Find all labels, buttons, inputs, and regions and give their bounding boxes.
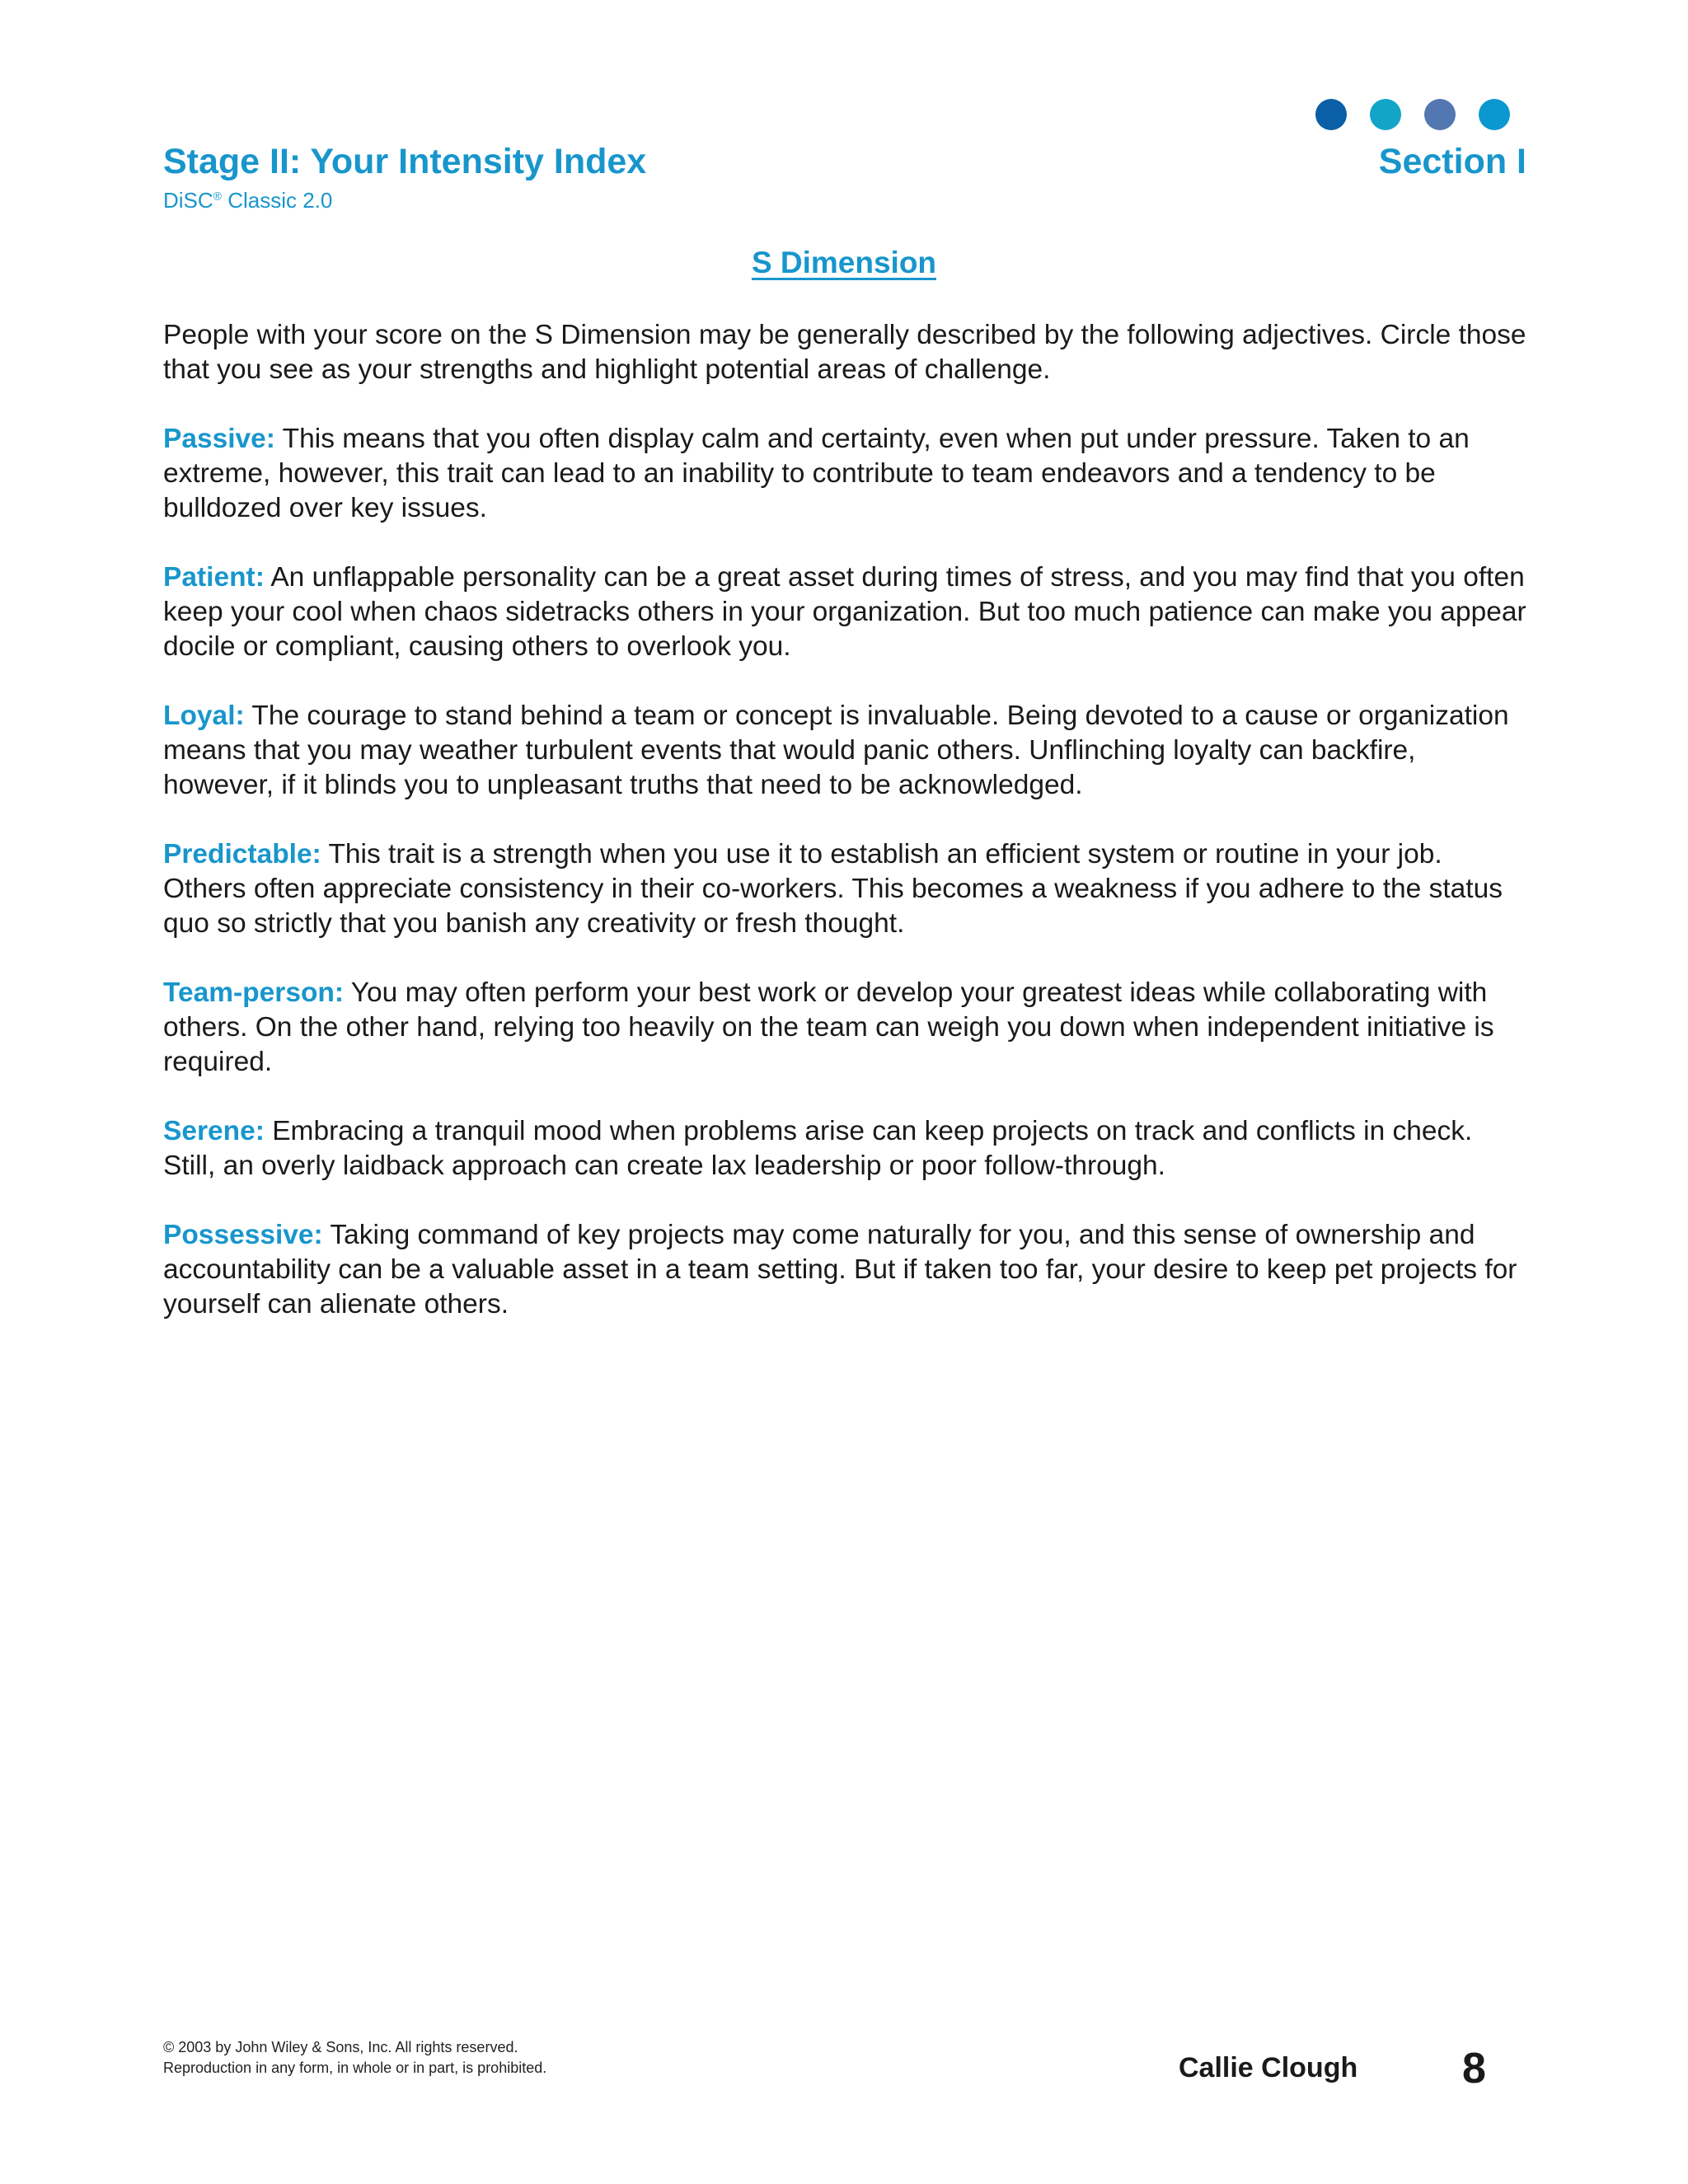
entry-term: Team-person: (163, 977, 345, 1008)
dimension-heading: S Dimension (751, 246, 937, 279)
entry-term: Patient: (163, 562, 265, 593)
copyright-line-2: Reproduction in any form, in whole or in part, is prohibited. (163, 2060, 547, 2076)
entry-text: The courage to stand behind a team or concept is invaluable. Being devoted to a cause or organization means that you may weather turbulent events that would panic others. Unflinching loyalty can backfire, however, if it blinds you to unpleasant truths that need to be acknowledged. (163, 701, 1509, 800)
decorative-dots (1315, 99, 1510, 130)
dot-2 (1370, 99, 1401, 130)
entry-text: Embracing a tranquil mood when problems arise can keep projects on track and conflicts in check. Still, an overly laidback approach can create lax leadership or poor follow-through. (163, 1116, 1473, 1181)
entry-term: Loyal: (163, 701, 245, 731)
entry-text: This means that you often display calm and certainty, even when put under pressure. Taken to an extreme, however, this trait can lead to an inability to contribute to team endeavors and a tendency to be bulldozed over key issues. (163, 424, 1470, 523)
dot-4 (1479, 99, 1510, 130)
entry-text: Taking command of key projects may come naturally for you, and this sense of ownership and accountability can be a valuable asset in a team setting. But if taken too far, your desire to keep pet projects for yourself can alienate others. (163, 1220, 1517, 1319)
entry-serene (163, 1114, 1531, 1183)
entry-passive (163, 422, 1531, 526)
page-title: Stage II: Your Intensity Index (163, 142, 647, 181)
entry-team-person (163, 976, 1531, 1080)
section-label: Section I (1378, 142, 1526, 181)
page-subtitle (163, 188, 332, 213)
entry-text: An unflappable personality can be a great asset during times of stress, and you may find that you often keep your cool when chaos sidetracks others in your organization. But too much patience can make you appear docile or compliant, causing others to overlook you. (163, 562, 1526, 662)
entry-loyal (163, 699, 1531, 803)
registered-mark: ® (213, 189, 222, 203)
entry-possessive (163, 1218, 1531, 1322)
respondent-name: Callie Clough (1179, 2052, 1358, 2083)
page-number: 8 (1462, 2045, 1486, 2093)
dot-1 (1315, 99, 1347, 130)
entry-term: Serene: (163, 1116, 265, 1146)
copyright-line-1: © 2003 by John Wiley & Sons, Inc. All rights reserved. (163, 2039, 518, 2055)
entry-term: Passive: (163, 424, 275, 454)
entry-patient (163, 560, 1531, 664)
copyright-notice (163, 2037, 546, 2079)
intro-paragraph: People with your score on the S Dimension may be generally described by the following adjectives. Circle those that you see as your strengths and highlight potential areas of challenge. (163, 320, 1526, 385)
subtitle-version: Classic 2.0 (222, 188, 333, 213)
entry-term: Predictable: (163, 839, 321, 869)
body-content (163, 318, 1531, 1357)
entry-predictable (163, 837, 1531, 941)
entry-text: This trait is a strength when you use it to establish an efficient system or routine in your job. Others often appreciate consistency in their co-workers. This becomes a weakness if you adhere to the status quo so strictly that you banish any creativity or fresh thought. (163, 839, 1503, 939)
subtitle-brand: DiSC (163, 188, 213, 213)
dot-3 (1424, 99, 1456, 130)
entry-text: You may often perform your best work or develop your greatest ideas while collaborating with others. On the other hand, relying too heavily on the team can weigh you down when independent initiative is required. (163, 977, 1494, 1077)
entry-term: Possessive: (163, 1220, 323, 1250)
